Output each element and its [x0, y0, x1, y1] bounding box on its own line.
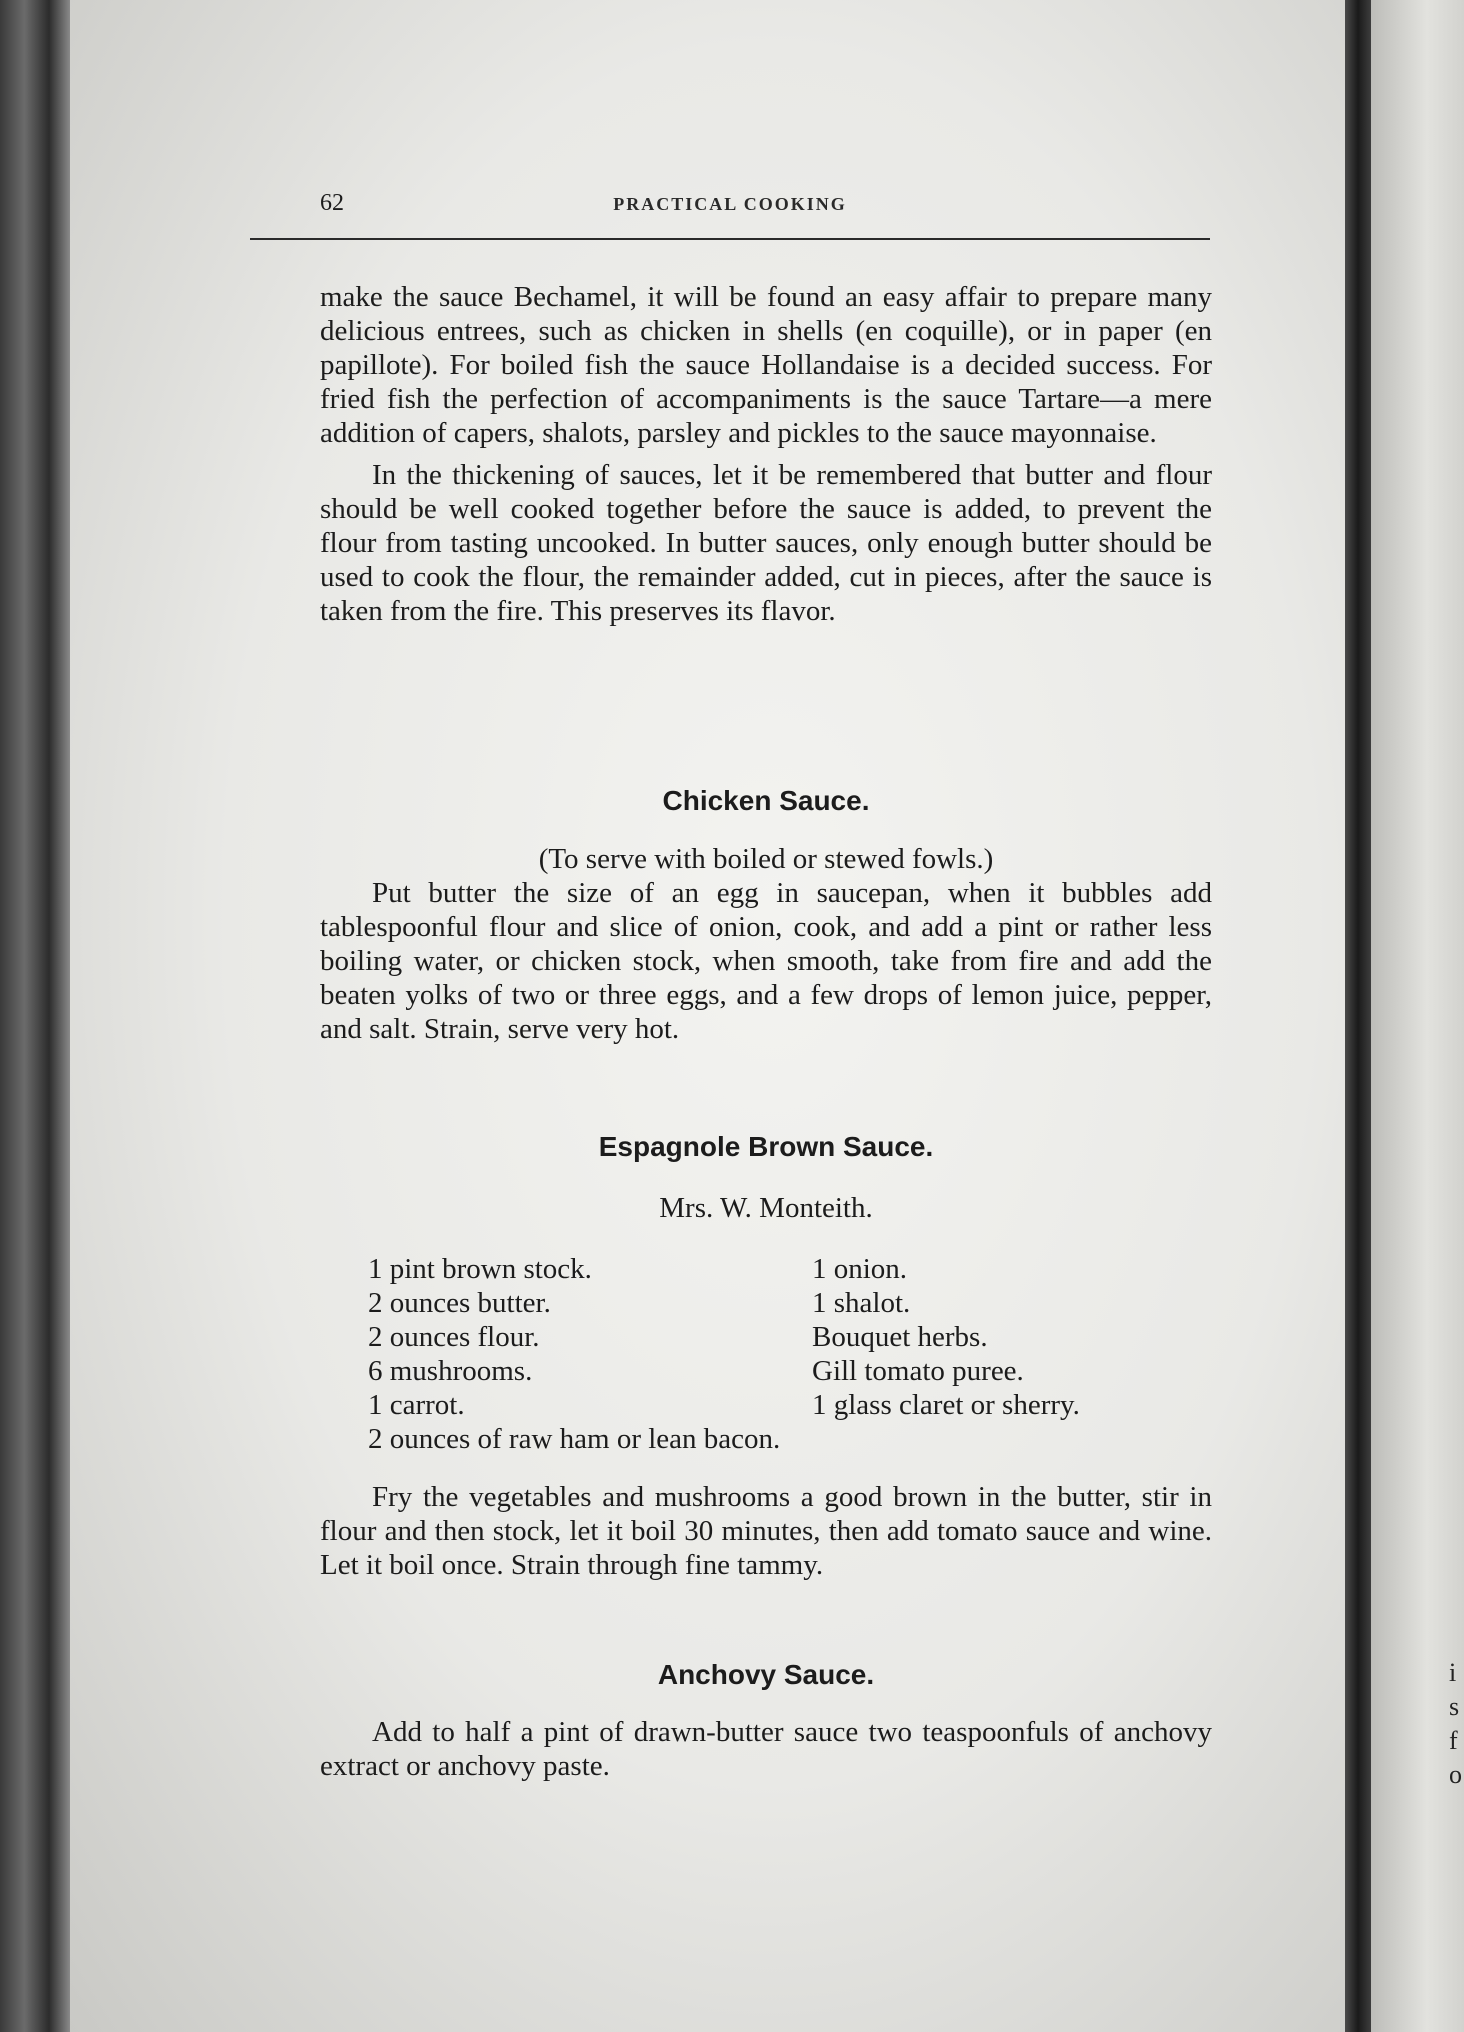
ingredient-right: 1 onion.: [812, 1253, 908, 1285]
espagnole-sauce-author: Mrs. W. Monteith.: [659, 1192, 873, 1224]
intro-paragraph-1: make the sauce Bechamel, it will be found an easy affair to prepare many delicious entrees, such as chicken in shells (en coquille), or in paper (en papillote). For boiled fish the sauce Hollandaise is a decided success. For fried fish the perfection of accompaniments is the sauce Tartare—a mere addition of capers, shalots, parsley and pickles to the sauce mayonnaise.: [320, 281, 1212, 449]
ingredient-row-last: [368, 1422, 1168, 1456]
ingredient-right: Gill tomato puree.: [812, 1355, 1024, 1387]
facing-page-text-fragment: [1449, 1656, 1462, 1792]
running-head: PRACTICAL COOKING: [613, 194, 847, 214]
ingredient-row: [368, 1354, 1168, 1388]
ingredient-row: [368, 1320, 1168, 1354]
fragment-letter: f: [1449, 1726, 1458, 1755]
chicken-sauce-note: (To serve with boiled or stewed fowls.): [538, 843, 994, 875]
ingredient-left: 2 ounces flour.: [368, 1321, 540, 1353]
ingredient-left: 1 carrot.: [368, 1389, 465, 1421]
anchovy-sauce-method: Add to half a pint of drawn-butter sauce two teaspoonfuls of anchovy extract or anchovy paste.: [320, 1716, 1212, 1782]
ingredient-left: 2 ounces butter.: [368, 1287, 551, 1319]
facing-page-edge: [1371, 0, 1464, 2032]
page-number: 62: [320, 190, 344, 216]
ingredient-row: [368, 1388, 1168, 1422]
book-gutter: [1345, 0, 1371, 2032]
anchovy-sauce-title: Anchovy Sauce.: [657, 1659, 875, 1690]
espagnole-sauce-body: [320, 1480, 1212, 1582]
intro-text: [320, 280, 1212, 628]
chicken-sauce-body: [320, 842, 1212, 1046]
book-binding-edge: [0, 0, 70, 2032]
ingredient-left: 6 mushrooms.: [368, 1355, 533, 1387]
intro-paragraph-2: In the thickening of sauces, let it be remembered that butter and flour should be well cooked together before the sauce is added, to prevent the flour from tasting uncooked. In butter sauces, only enough butter should be used to cook the flour, the remainder added, cut in pieces, after the sauce is taken from the fire. This preserves its flavor.: [320, 459, 1212, 627]
fragment-letter: o: [1449, 1760, 1462, 1789]
ingredient-full-line: 2 ounces of raw ham or lean bacon.: [368, 1423, 781, 1455]
ingredient-row: [368, 1252, 1168, 1286]
ingredient-right: Bouquet herbs.: [812, 1321, 988, 1353]
ingredient-right: 1 glass claret or sherry.: [812, 1389, 1080, 1421]
chicken-sauce-method: Put butter the size of an egg in saucepan, when it bubbles add tablespoonful flour and slice of onion, cook, and add a pint or rather less boiling water, or chicken stock, when smooth, take from fire and add the beaten yolks of two or three eggs, and a few drops of lemon juice, pepper, and salt. Strain, serve very hot.: [320, 877, 1212, 1045]
espagnole-ingredient-list: [368, 1252, 1168, 1456]
ingredient-row: [368, 1286, 1168, 1320]
espagnole-sauce-title: Espagnole Brown Sauce.: [598, 1131, 934, 1162]
chicken-sauce-title: Chicken Sauce.: [662, 785, 870, 816]
anchovy-sauce-body: [320, 1715, 1212, 1783]
fragment-letter: i: [1449, 1658, 1457, 1687]
ingredient-left: 1 pint brown stock.: [368, 1253, 592, 1285]
espagnole-sauce-method: Fry the vegetables and mushrooms a good brown in the butter, stir in flour and then stock, let it boil 30 minutes, then add tomato sauce and wine. Let it boil once. Strain through fine tammy.: [320, 1481, 1212, 1581]
fragment-letter: s: [1449, 1692, 1460, 1721]
page-header: [250, 190, 1210, 240]
ingredient-right: 1 shalot.: [812, 1287, 911, 1319]
